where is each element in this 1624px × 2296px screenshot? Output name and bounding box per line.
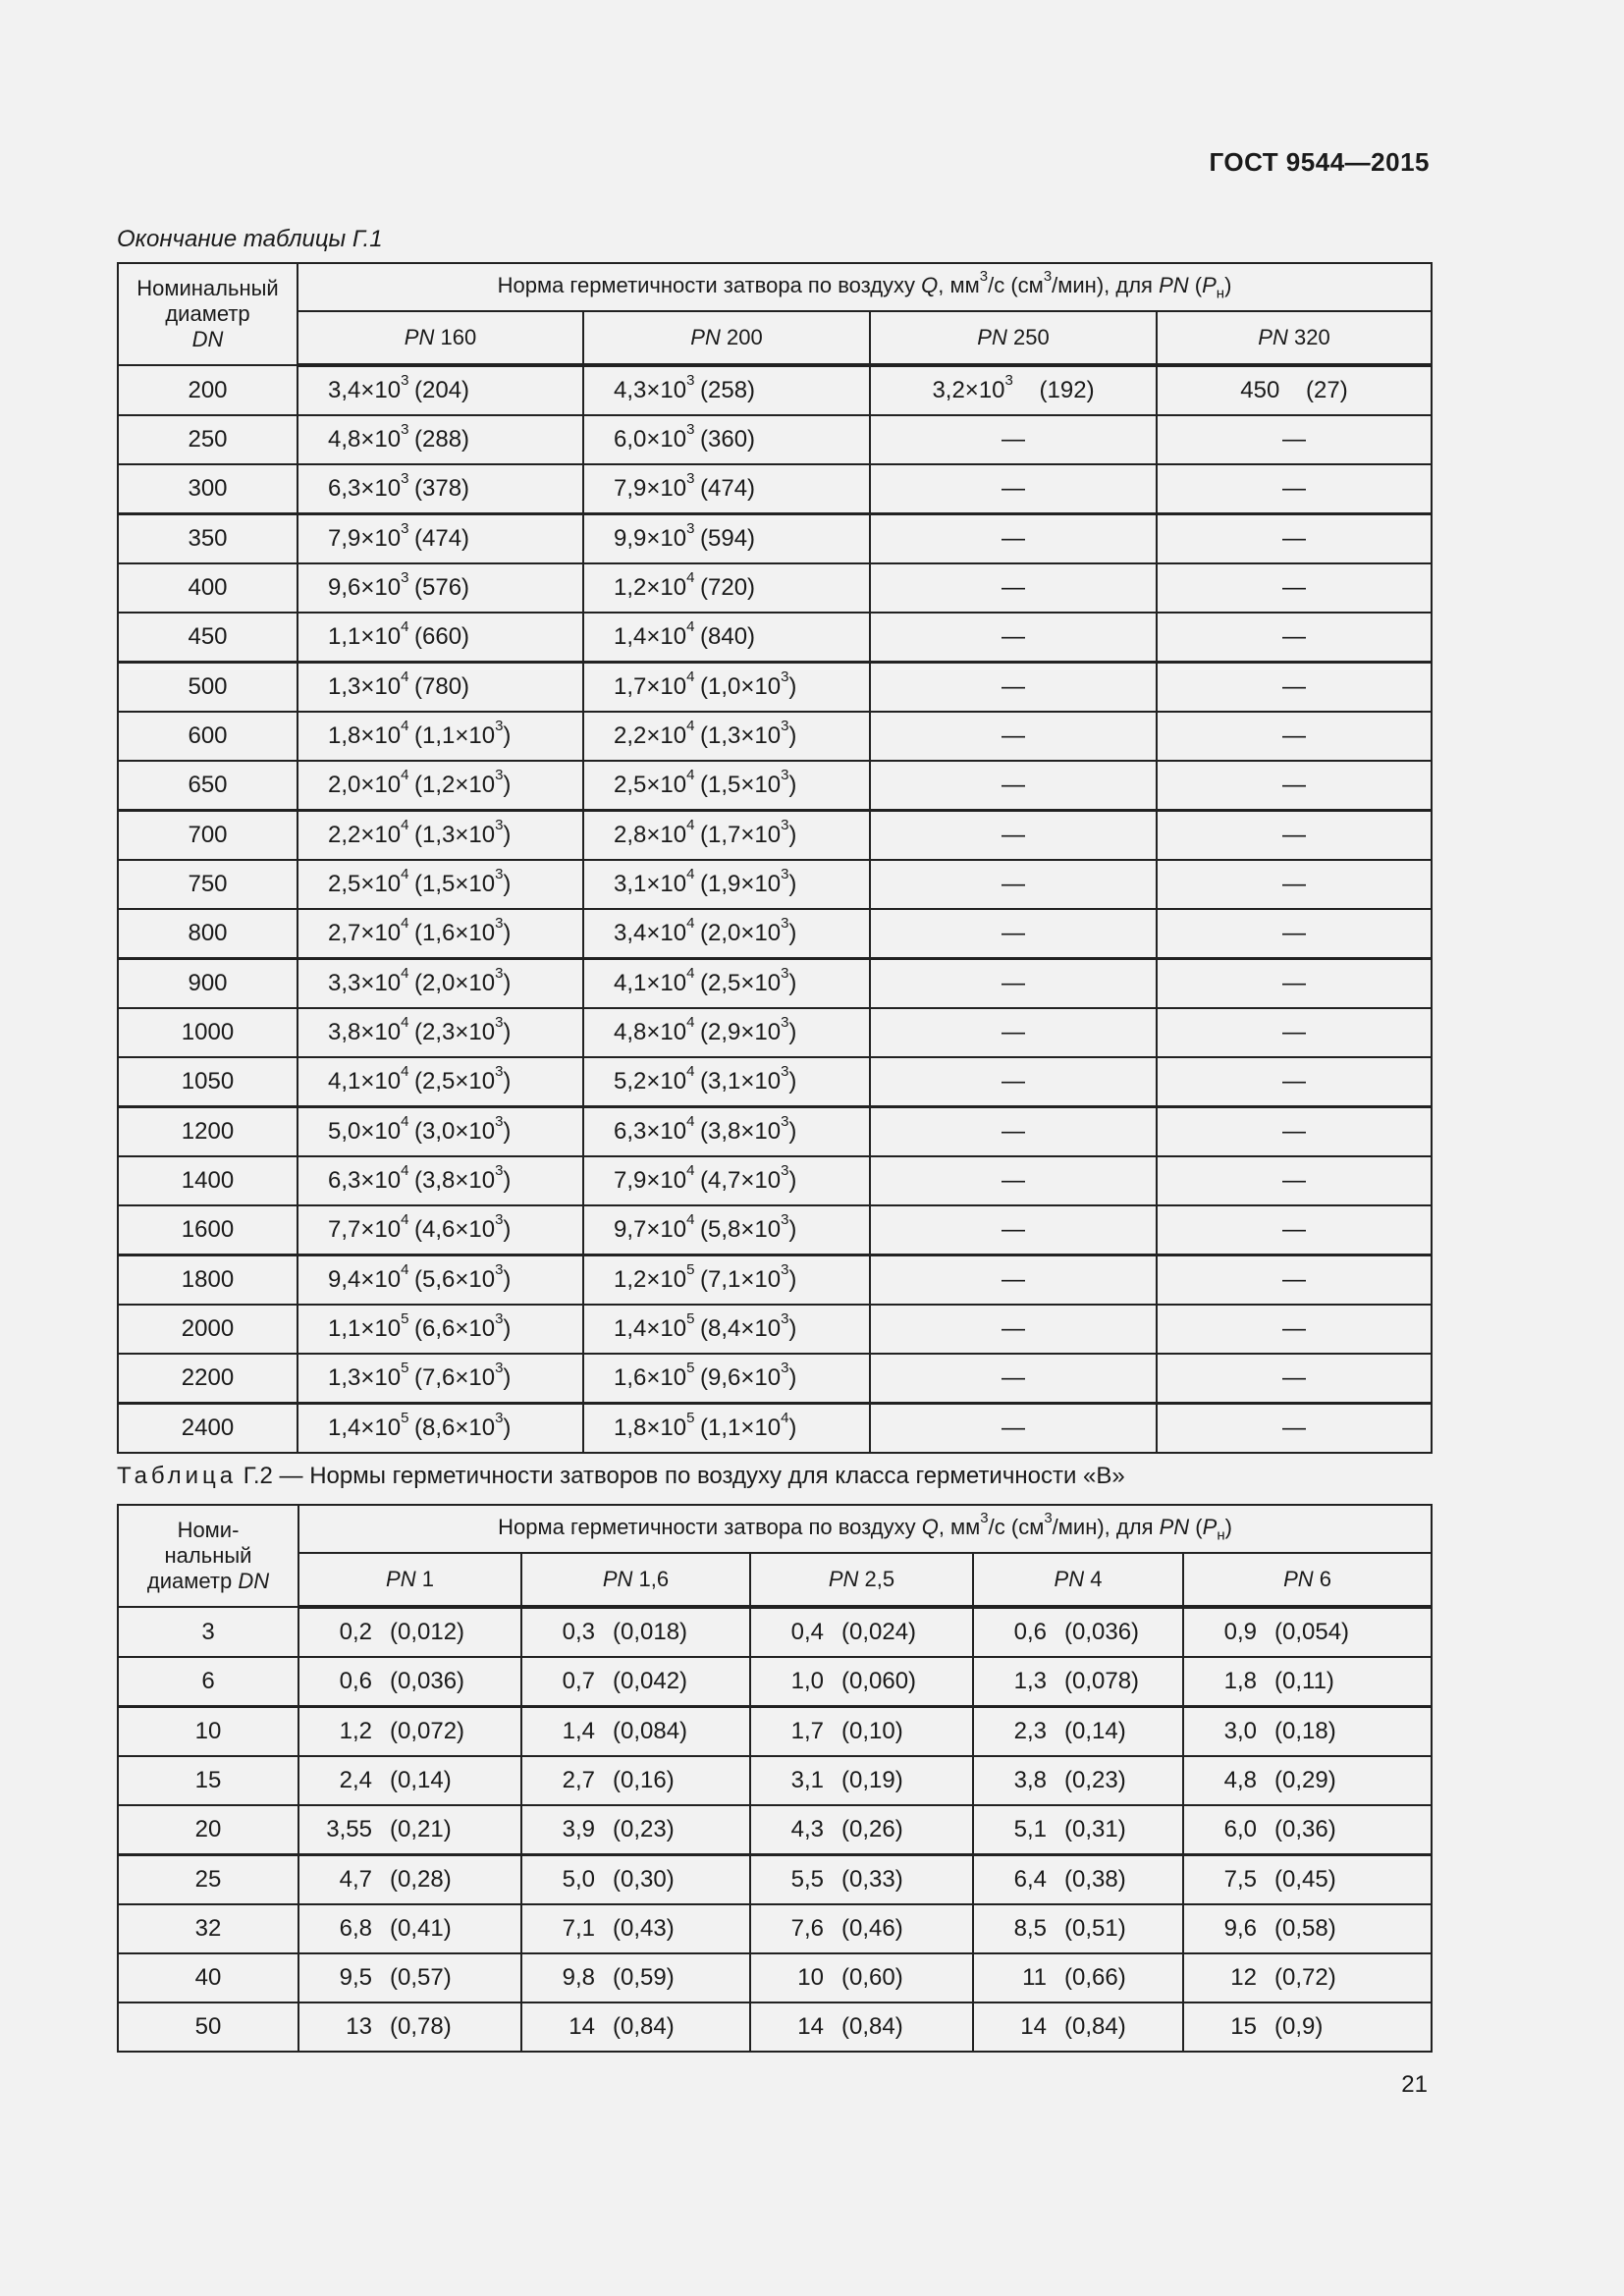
dn-cell: 1400: [118, 1156, 298, 1205]
dash-cell: —: [870, 415, 1157, 464]
table1-row: [118, 663, 1432, 713]
table2-norm-header: Норма герметичности затвора по воздуху Q, $мм^3/с$ $(см^3/мин)$, для PN $(P_н)$: [298, 1505, 1432, 1553]
value-cell: $2,2\times 10^4$ $(1,3\times 10^3)$: [298, 811, 583, 861]
dn-cell: 600: [118, 712, 298, 761]
table2-pn-header: PN 1,6: [521, 1553, 750, 1607]
value-cell: $9,4\times 10^4$ $(5,6\times 10^3)$: [298, 1255, 583, 1306]
table2-pn-header: PN 2,5: [750, 1553, 973, 1607]
value-cell: $6,3\times 10^4$ $(3,8\times 10^3)$: [583, 1107, 870, 1157]
table1-caption: Окончание таблицы Г.1: [117, 226, 383, 252]
table1-row: [118, 365, 1432, 415]
value-cell: $7,9\times 10^4$ $(4,7\times 10^3)$: [583, 1156, 870, 1205]
dash-cell: —: [1157, 1354, 1432, 1404]
dn-cell: 1600: [118, 1205, 298, 1255]
value-cell: 5,1 (0,31): [973, 1805, 1183, 1855]
dash-cell: —: [1157, 1305, 1432, 1354]
value-cell: $1,3\times 10^5$ $(7,6\times 10^3)$: [298, 1354, 583, 1404]
dn-cell: 500: [118, 663, 298, 713]
table2-row: [118, 1707, 1432, 1757]
value-cell: 7,6 (0,46): [750, 1904, 973, 1953]
value-cell: $3,3\times 10^4$ $(2,0\times 10^3)$: [298, 959, 583, 1009]
table1-pn-header: PN 160: [298, 311, 583, 365]
value-cell: $1,8\times 10^4$ $(1,1\times 10^3)$: [298, 712, 583, 761]
value-cell: 6,0 (0,36): [1183, 1805, 1432, 1855]
dn-cell: 40: [118, 1953, 298, 2002]
value-cell: 5,0 (0,30): [521, 1855, 750, 1905]
value-cell: $3,8\times 10^4$ $(2,3\times 10^3)$: [298, 1008, 583, 1057]
dn-cell: 50: [118, 2002, 298, 2052]
dn-cell: 2200: [118, 1354, 298, 1404]
dash-cell: —: [1157, 1255, 1432, 1306]
table2-row: [118, 1805, 1432, 1855]
table1-row: [118, 761, 1432, 811]
document-id: ГОСТ 9544—2015: [1209, 147, 1430, 177]
value-cell: $1,6\times 10^5$ $(9,6\times 10^3)$: [583, 1354, 870, 1404]
value-cell: $1,3\times 10^4$ (780): [298, 663, 583, 713]
value-cell: 14 (0,84): [973, 2002, 1183, 2052]
value-cell: $1,2\times 10^4$ (720): [583, 563, 870, 613]
dash-cell: —: [870, 514, 1157, 564]
value-cell: 2,7 (0,16): [521, 1756, 750, 1805]
value-cell: 1,7 (0,10): [750, 1707, 973, 1757]
value-cell: 4,3 (0,26): [750, 1805, 973, 1855]
dash-cell: —: [1157, 811, 1432, 861]
value-cell: 6,4 (0,38): [973, 1855, 1183, 1905]
dash-cell: —: [1157, 613, 1432, 663]
dn-cell: 800: [118, 909, 298, 959]
table1-row: [118, 415, 1432, 464]
table1-row: [118, 712, 1432, 761]
dash-cell: —: [1157, 415, 1432, 464]
value-cell: $1,4\times 10^5$ $(8,6\times 10^3)$: [298, 1404, 583, 1454]
table1-row: [118, 1354, 1432, 1404]
value-cell: 6,8 (0,41): [298, 1904, 521, 1953]
table1: [117, 262, 1433, 1454]
dn-cell: 2000: [118, 1305, 298, 1354]
table1-pn-header: PN 250: [870, 311, 1157, 365]
table1-norm-header: Норма герметичности затвора по воздуху Q, $мм^3/с$ $(см^3/мин)$, для PN $(P_н)$: [298, 263, 1432, 311]
dn-cell: 6: [118, 1657, 298, 1707]
table1-row: [118, 811, 1432, 861]
dn-cell: 2400: [118, 1404, 298, 1454]
dn-cell: 3: [118, 1607, 298, 1657]
dn-cell: 700: [118, 811, 298, 861]
dash-cell: —: [870, 1057, 1157, 1107]
value-cell: 11 (0,66): [973, 1953, 1183, 2002]
value-cell: $6,3\times 10^3$ (378): [298, 464, 583, 514]
table1-row: [118, 1008, 1432, 1057]
value-cell: 10 (0,60): [750, 1953, 973, 2002]
dash-cell: —: [1157, 1107, 1432, 1157]
dash-cell: —: [870, 1107, 1157, 1157]
table2-row: [118, 1657, 1432, 1707]
table1-row: [118, 514, 1432, 564]
dash-cell: —: [870, 563, 1157, 613]
value-cell: 1,2 (0,072): [298, 1707, 521, 1757]
dash-cell: —: [1157, 563, 1432, 613]
table1-dn-header: Номинальный диаметр DN: [118, 263, 298, 365]
table2-pn-header: PN 4: [973, 1553, 1183, 1607]
value-cell: 3,0 (0,18): [1183, 1707, 1432, 1757]
dash-cell: —: [1157, 663, 1432, 713]
dash-cell: —: [1157, 959, 1432, 1009]
dash-cell: —: [1157, 1008, 1432, 1057]
dn-cell: 1800: [118, 1255, 298, 1306]
table2-row: [118, 1855, 1432, 1905]
dash-cell: —: [1157, 1156, 1432, 1205]
value-cell: 9,8 (0,59): [521, 1953, 750, 2002]
table1-row: [118, 1107, 1432, 1157]
dn-cell: 200: [118, 365, 298, 415]
table2-row: [118, 1904, 1432, 1953]
dash-cell: —: [870, 909, 1157, 959]
table1-row: [118, 464, 1432, 514]
value-cell: $4,1\times 10^4$ $(2,5\times 10^3)$: [298, 1057, 583, 1107]
value-cell: 12 (0,72): [1183, 1953, 1432, 2002]
table2: [117, 1504, 1433, 2053]
value-cell: $3,1\times 10^4$ $(1,9\times 10^3)$: [583, 860, 870, 909]
dash-cell: —: [1157, 1057, 1432, 1107]
value-cell: $1,2\times 10^5$ $(7,1\times 10^3)$: [583, 1255, 870, 1306]
value-cell: 1,8 (0,11): [1183, 1657, 1432, 1707]
dash-cell: —: [870, 761, 1157, 811]
value-cell: 9,5 (0,57): [298, 1953, 521, 2002]
dash-cell: —: [870, 959, 1157, 1009]
value-cell: 0,3 (0,018): [521, 1607, 750, 1657]
dn-cell: 20: [118, 1805, 298, 1855]
value-cell: 450 (27): [1157, 365, 1432, 415]
dash-cell: —: [1157, 1205, 1432, 1255]
value-cell: $1,8\times 10^5$ $(1,1\times 10^4)$: [583, 1404, 870, 1454]
value-cell: $9,7\times 10^4$ $(5,8\times 10^3)$: [583, 1205, 870, 1255]
table2-row: [118, 2002, 1432, 2052]
dn-cell: 32: [118, 1904, 298, 1953]
dn-cell: 350: [118, 514, 298, 564]
table2-dn-header: Номи- нальный диаметр DN: [118, 1505, 298, 1607]
dn-cell: 15: [118, 1756, 298, 1805]
dash-cell: —: [1157, 1404, 1432, 1454]
value-cell: 3,8 (0,23): [973, 1756, 1183, 1805]
dash-cell: —: [870, 1008, 1157, 1057]
value-cell: 14 (0,84): [521, 2002, 750, 2052]
value-cell: 8,5 (0,51): [973, 1904, 1183, 1953]
dash-cell: —: [870, 663, 1157, 713]
dash-cell: —: [870, 811, 1157, 861]
value-cell: 7,5 (0,45): [1183, 1855, 1432, 1905]
value-cell: 0,7 (0,042): [521, 1657, 750, 1707]
value-cell: $1,1\times 10^5$ $(6,6\times 10^3)$: [298, 1305, 583, 1354]
value-cell: $9,6\times 10^3$ (576): [298, 563, 583, 613]
value-cell: $5,0\times 10^4$ $(3,0\times 10^3)$: [298, 1107, 583, 1157]
table1-row: [118, 1255, 1432, 1306]
value-cell: 0,2 (0,012): [298, 1607, 521, 1657]
dash-cell: —: [870, 1404, 1157, 1454]
value-cell: 7,1 (0,43): [521, 1904, 750, 1953]
dn-cell: 900: [118, 959, 298, 1009]
value-cell: $6,3\times 10^4$ $(3,8\times 10^3)$: [298, 1156, 583, 1205]
value-cell: 9,6 (0,58): [1183, 1904, 1432, 1953]
value-cell: $7,7\times 10^4$ $(4,6\times 10^3)$: [298, 1205, 583, 1255]
table1-row: [118, 563, 1432, 613]
value-cell: 3,9 (0,23): [521, 1805, 750, 1855]
table1-pn-header: PN 200: [583, 311, 870, 365]
dash-cell: —: [1157, 514, 1432, 564]
value-cell: $3,2\times 10^3$ (192): [870, 365, 1157, 415]
value-cell: $1,7\times 10^4$ $(1,0\times 10^3)$: [583, 663, 870, 713]
value-cell: 0,6 (0,036): [973, 1607, 1183, 1657]
value-cell: $4,8\times 10^3$ (288): [298, 415, 583, 464]
table2-caption: Таблица Г.2 — Нормы герметичности затворов по воздуху для класса герметичности «В»: [117, 1463, 1125, 1489]
dash-cell: —: [870, 613, 1157, 663]
value-cell: 3,55 (0,21): [298, 1805, 521, 1855]
value-cell: $2,5\times 10^4$ $(1,5\times 10^3)$: [298, 860, 583, 909]
value-cell: $2,7\times 10^4$ $(1,6\times 10^3)$: [298, 909, 583, 959]
dash-cell: —: [870, 860, 1157, 909]
dash-cell: —: [870, 1255, 1157, 1306]
value-cell: 4,8 (0,29): [1183, 1756, 1432, 1805]
value-cell: $7,9\times 10^3$ (474): [298, 514, 583, 564]
value-cell: $4,3\times 10^3$ (258): [583, 365, 870, 415]
value-cell: $2,0\times 10^4$ $(1,2\times 10^3)$: [298, 761, 583, 811]
value-cell: 2,4 (0,14): [298, 1756, 521, 1805]
table1-row: [118, 1156, 1432, 1205]
value-cell: 15 (0,9): [1183, 2002, 1432, 2052]
value-cell: 3,1 (0,19): [750, 1756, 973, 1805]
dn-cell: 1000: [118, 1008, 298, 1057]
table2-pn-header: PN 1: [298, 1553, 521, 1607]
value-cell: 4,7 (0,28): [298, 1855, 521, 1905]
dn-cell: 10: [118, 1707, 298, 1757]
dash-cell: —: [1157, 464, 1432, 514]
table2-row: [118, 1756, 1432, 1805]
value-cell: $5,2\times 10^4$ $(3,1\times 10^3)$: [583, 1057, 870, 1107]
value-cell: $6,0\times 10^3$ (360): [583, 415, 870, 464]
value-cell: 0,4 (0,024): [750, 1607, 973, 1657]
dash-cell: —: [870, 1156, 1157, 1205]
value-cell: 14 (0,84): [750, 2002, 973, 2052]
dash-cell: —: [870, 1205, 1157, 1255]
table1-row: [118, 1205, 1432, 1255]
value-cell: $4,1\times 10^4$ $(2,5\times 10^3)$: [583, 959, 870, 1009]
value-cell: 0,6 (0,036): [298, 1657, 521, 1707]
table2-row: [118, 1607, 1432, 1657]
dn-cell: 450: [118, 613, 298, 663]
dash-cell: —: [1157, 712, 1432, 761]
table1-row: [118, 860, 1432, 909]
value-cell: $2,8\times 10^4$ $(1,7\times 10^3)$: [583, 811, 870, 861]
dash-cell: —: [870, 1354, 1157, 1404]
table1-row: [118, 1057, 1432, 1107]
value-cell: 0,9 (0,054): [1183, 1607, 1432, 1657]
value-cell: $3,4\times 10^3$ (204): [298, 365, 583, 415]
value-cell: 1,4 (0,084): [521, 1707, 750, 1757]
dash-cell: —: [870, 712, 1157, 761]
dash-cell: —: [870, 464, 1157, 514]
dash-cell: —: [1157, 761, 1432, 811]
dn-cell: 400: [118, 563, 298, 613]
dn-cell: 1200: [118, 1107, 298, 1157]
dn-cell: 1050: [118, 1057, 298, 1107]
value-cell: $2,2\times 10^4$ $(1,3\times 10^3)$: [583, 712, 870, 761]
value-cell: $1,4\times 10^5$ $(8,4\times 10^3)$: [583, 1305, 870, 1354]
dash-cell: —: [870, 1305, 1157, 1354]
dn-cell: 300: [118, 464, 298, 514]
value-cell: $7,9\times 10^3$ (474): [583, 464, 870, 514]
value-cell: $2,5\times 10^4$ $(1,5\times 10^3)$: [583, 761, 870, 811]
value-cell: $1,4\times 10^4$ (840): [583, 613, 870, 663]
table1-row: [118, 959, 1432, 1009]
value-cell: 13 (0,78): [298, 2002, 521, 2052]
value-cell: 1,0 (0,060): [750, 1657, 973, 1707]
dn-cell: 250: [118, 415, 298, 464]
table1-row: [118, 1305, 1432, 1354]
value-cell: 5,5 (0,33): [750, 1855, 973, 1905]
table2-pn-header: PN 6: [1183, 1553, 1432, 1607]
dash-cell: —: [1157, 860, 1432, 909]
table1-pn-header: PN 320: [1157, 311, 1432, 365]
table1-row: [118, 909, 1432, 959]
page-number: 21: [1401, 2071, 1428, 2098]
table1-row: [118, 613, 1432, 663]
value-cell: $4,8\times 10^4$ $(2,9\times 10^3)$: [583, 1008, 870, 1057]
value-cell: 2,3 (0,14): [973, 1707, 1183, 1757]
value-cell: $1,1\times 10^4$ (660): [298, 613, 583, 663]
value-cell: 1,3 (0,078): [973, 1657, 1183, 1707]
table2-row: [118, 1953, 1432, 2002]
dn-cell: 650: [118, 761, 298, 811]
table1-row: [118, 1404, 1432, 1454]
value-cell: $3,4\times 10^4$ $(2,0\times 10^3)$: [583, 909, 870, 959]
dn-cell: 750: [118, 860, 298, 909]
dn-cell: 25: [118, 1855, 298, 1905]
dash-cell: —: [1157, 909, 1432, 959]
value-cell: $9,9\times 10^3$ (594): [583, 514, 870, 564]
